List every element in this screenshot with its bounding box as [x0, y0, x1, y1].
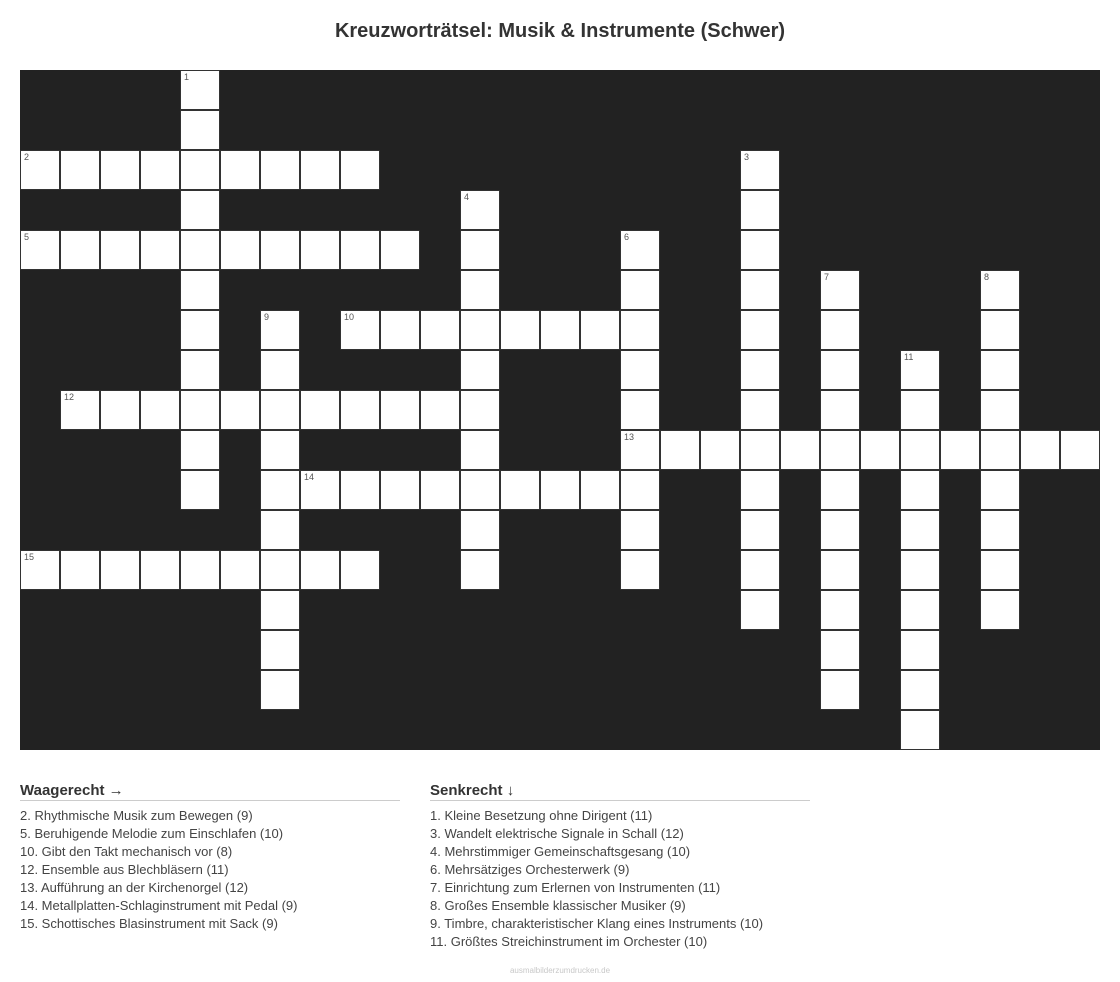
grid-cell[interactable] — [580, 310, 620, 350]
grid-cell[interactable] — [740, 190, 780, 230]
clue-across-2: 2. Rhythmische Musik zum Bewegen (9) — [20, 808, 253, 823]
grid-cell[interactable] — [180, 230, 220, 270]
grid-cell[interactable] — [740, 230, 780, 270]
grid-cell[interactable] — [260, 550, 300, 590]
grid-cell[interactable] — [900, 470, 940, 510]
grid-cell[interactable] — [460, 550, 500, 590]
grid-cell[interactable] — [780, 430, 820, 470]
clue-across-12: 12. Ensemble aus Blechbläsern (11) — [20, 862, 229, 877]
crossword-grid — [20, 70, 1100, 750]
grid-cell[interactable] — [820, 670, 860, 710]
grid-cell[interactable] — [460, 270, 500, 310]
cell-number: 7 — [824, 272, 830, 282]
grid-cell[interactable] — [500, 470, 540, 510]
grid-cell[interactable] — [260, 310, 300, 350]
grid-cell[interactable] — [420, 390, 460, 430]
grid-cell[interactable] — [140, 390, 180, 430]
grid-cell[interactable] — [60, 390, 100, 430]
grid-cell[interactable] — [220, 550, 260, 590]
grid-cell[interactable] — [740, 350, 780, 390]
grid-cell[interactable] — [60, 230, 100, 270]
grid-cell[interactable] — [1060, 430, 1100, 470]
across-clues — [20, 782, 400, 933]
clue-down-8: 8. Großes Ensemble klassischer Musiker (9) — [430, 898, 686, 913]
grid-cell[interactable] — [260, 430, 300, 470]
grid-cell[interactable] — [980, 350, 1020, 390]
grid-cell[interactable] — [380, 310, 420, 350]
grid-cell[interactable] — [980, 390, 1020, 430]
grid-cell[interactable] — [820, 630, 860, 670]
grid-cell[interactable] — [180, 270, 220, 310]
grid-cell[interactable] — [300, 150, 340, 190]
cell-number: 5 — [24, 232, 30, 242]
grid-cell[interactable] — [540, 310, 580, 350]
grid-cell[interactable] — [740, 590, 780, 630]
clue-down-11: 11. Größtes Streichinstrument im Orchester (10) — [430, 934, 708, 949]
clue-down-9: 9. Timbre, charakteristischer Klang eines Instruments (10) — [430, 916, 764, 931]
grid-cell[interactable] — [980, 270, 1020, 310]
grid-cell[interactable] — [900, 510, 940, 550]
grid-cell[interactable] — [740, 310, 780, 350]
grid-cell[interactable] — [260, 670, 300, 710]
clue-down-3: 3. Wandelt elektrische Signale in Schall (12) — [430, 826, 684, 841]
grid-cell[interactable] — [620, 550, 660, 590]
grid-cell[interactable] — [900, 630, 940, 670]
grid-cell[interactable] — [420, 310, 460, 350]
grid-cell[interactable] — [460, 310, 500, 350]
grid-cell[interactable] — [60, 550, 100, 590]
grid-cell[interactable] — [820, 590, 860, 630]
cell-number: 10 — [344, 312, 355, 322]
grid-cell[interactable] — [180, 190, 220, 230]
grid-cell[interactable] — [340, 470, 380, 510]
clue-down-7: 7. Einrichtung zum Erlernen von Instrumenten (11) — [430, 880, 721, 895]
grid-cell[interactable] — [460, 510, 500, 550]
grid-cell[interactable] — [340, 310, 380, 350]
grid-cell[interactable] — [260, 630, 300, 670]
grid-cell[interactable] — [260, 510, 300, 550]
grid-cell[interactable] — [340, 230, 380, 270]
grid-cell[interactable] — [100, 390, 140, 430]
grid-cell[interactable] — [100, 230, 140, 270]
grid-cell[interactable] — [900, 590, 940, 630]
grid-cell[interactable] — [460, 470, 500, 510]
down-heading: Senkrecht ↓ — [430, 782, 810, 801]
grid-cell[interactable] — [620, 350, 660, 390]
grid-cell[interactable] — [980, 510, 1020, 550]
cell-number: 13 — [624, 432, 635, 442]
cell-number: 3 — [744, 152, 750, 162]
grid-cell[interactable] — [300, 550, 340, 590]
grid-cell[interactable] — [820, 390, 860, 430]
down-clues — [430, 782, 810, 951]
grid-cell[interactable] — [620, 470, 660, 510]
cell-number: 9 — [264, 312, 270, 322]
grid-cell[interactable] — [820, 310, 860, 350]
clue-across-13: 13. Aufführung an der Kirchenorgel (12) — [20, 880, 249, 895]
grid-cell[interactable] — [820, 510, 860, 550]
grid-cell[interactable] — [460, 390, 500, 430]
grid-cell[interactable] — [340, 390, 380, 430]
footer-watermark: ausmalbilderzumdrucken.de — [509, 966, 611, 975]
grid-cell[interactable] — [140, 230, 180, 270]
grid-cell[interactable] — [580, 470, 620, 510]
grid-cell[interactable] — [740, 470, 780, 510]
grid-cell[interactable] — [660, 430, 700, 470]
grid-cell[interactable] — [540, 470, 580, 510]
grid-cell[interactable] — [420, 470, 460, 510]
grid-cell[interactable] — [820, 430, 860, 470]
grid-cell[interactable] — [140, 150, 180, 190]
grid-cell[interactable] — [1020, 430, 1060, 470]
grid-cell[interactable] — [900, 390, 940, 430]
grid-cell[interactable] — [860, 430, 900, 470]
cell-number: 2 — [24, 152, 30, 162]
grid-cell[interactable] — [700, 430, 740, 470]
grid-cell[interactable] — [620, 270, 660, 310]
grid-cell[interactable] — [260, 390, 300, 430]
grid-cell[interactable] — [220, 230, 260, 270]
cell-number: 14 — [304, 472, 315, 482]
grid-cell[interactable] — [340, 150, 380, 190]
grid-cell[interactable] — [220, 150, 260, 190]
grid-cell[interactable] — [820, 350, 860, 390]
grid-cell[interactable] — [20, 150, 60, 190]
grid-cell[interactable] — [940, 430, 980, 470]
clue-down-4: 4. Mehrstimmiger Gemeinschaftsgesang (10) — [430, 844, 691, 859]
grid-cell[interactable] — [180, 430, 220, 470]
cell-number: 15 — [24, 552, 35, 562]
grid-cell[interactable] — [380, 470, 420, 510]
grid-cell[interactable] — [740, 550, 780, 590]
grid-cell[interactable] — [180, 550, 220, 590]
grid-cell[interactable] — [20, 230, 60, 270]
grid-cell[interactable] — [620, 390, 660, 430]
grid-cell[interactable] — [180, 70, 220, 110]
clue-down-1: 1. Kleine Besetzung ohne Dirigent (11) — [430, 808, 653, 823]
grid-cell[interactable] — [260, 590, 300, 630]
grid-cell[interactable] — [180, 110, 220, 150]
grid-cell[interactable] — [980, 310, 1020, 350]
cell-number: 12 — [64, 392, 75, 402]
grid-cell[interactable] — [380, 390, 420, 430]
grid-cell[interactable] — [620, 230, 660, 270]
grid-cell[interactable] — [820, 470, 860, 510]
grid-cell[interactable] — [740, 390, 780, 430]
grid-cell[interactable] — [260, 470, 300, 510]
grid-cell[interactable] — [20, 550, 60, 590]
grid-cell[interactable] — [620, 430, 660, 470]
grid-cell[interactable] — [900, 430, 940, 470]
grid-cell[interactable] — [100, 550, 140, 590]
grid-cell[interactable] — [820, 550, 860, 590]
grid-cell[interactable] — [980, 550, 1020, 590]
cell-number: 1 — [184, 72, 190, 82]
clue-across-10: 10. Gibt den Takt mechanisch vor (8) — [20, 844, 233, 859]
grid-cell[interactable] — [460, 350, 500, 390]
clue-across-14: 14. Metallplatten-Schlaginstrument mit Pedal (9) — [20, 898, 298, 913]
grid-cell[interactable] — [260, 150, 300, 190]
clue-across-5: 5. Beruhigende Melodie zum Einschlafen (10) — [20, 826, 284, 841]
grid-cell[interactable] — [820, 270, 860, 310]
grid-cell[interactable] — [180, 350, 220, 390]
grid-cell[interactable] — [980, 470, 1020, 510]
page-title: Kreuzworträtsel: Musik & Instrumente (Schwer) — [334, 20, 786, 42]
grid-cell[interactable] — [740, 510, 780, 550]
cell-number: 6 — [624, 232, 630, 242]
grid-cell[interactable] — [740, 150, 780, 190]
cell-number: 11 — [904, 352, 914, 362]
cell-number: 4 — [464, 192, 470, 202]
clue-across-15: 15. Schottisches Blasinstrument mit Sack (9) — [20, 916, 278, 931]
grid-cell[interactable] — [620, 510, 660, 550]
grid-cell[interactable] — [460, 430, 500, 470]
grid-cell[interactable] — [460, 230, 500, 270]
grid-cell[interactable] — [300, 390, 340, 430]
grid-cell[interactable] — [300, 470, 340, 510]
grid-cell[interactable] — [740, 430, 780, 470]
across-heading: Waagerecht → — [20, 782, 400, 801]
grid-cell[interactable] — [180, 150, 220, 190]
grid-cell[interactable] — [900, 670, 940, 710]
grid-cell[interactable] — [980, 590, 1020, 630]
grid-cell[interactable] — [900, 350, 940, 390]
grid-cell[interactable] — [140, 550, 180, 590]
grid-cell[interactable] — [980, 430, 1020, 470]
grid-cell[interactable] — [60, 150, 100, 190]
grid-cell[interactable] — [380, 230, 420, 270]
grid-cell[interactable] — [220, 390, 260, 430]
grid-cell[interactable] — [460, 190, 500, 230]
grid-cell[interactable] — [340, 550, 380, 590]
grid-cell[interactable] — [740, 270, 780, 310]
grid-cell[interactable] — [260, 230, 300, 270]
grid-cell[interactable] — [620, 310, 660, 350]
grid-cell[interactable] — [900, 550, 940, 590]
grid-cell[interactable] — [180, 310, 220, 350]
grid-cell[interactable] — [100, 150, 140, 190]
grid-cell[interactable] — [180, 390, 220, 430]
grid-cell[interactable] — [300, 230, 340, 270]
grid-cell[interactable] — [900, 710, 940, 750]
grid-cell[interactable] — [500, 310, 540, 350]
grid-cell[interactable] — [180, 470, 220, 510]
clue-down-6: 6. Mehrsätziges Orchesterwerk (9) — [430, 862, 630, 877]
cell-number: 8 — [984, 272, 990, 282]
grid-cell[interactable] — [260, 350, 300, 390]
